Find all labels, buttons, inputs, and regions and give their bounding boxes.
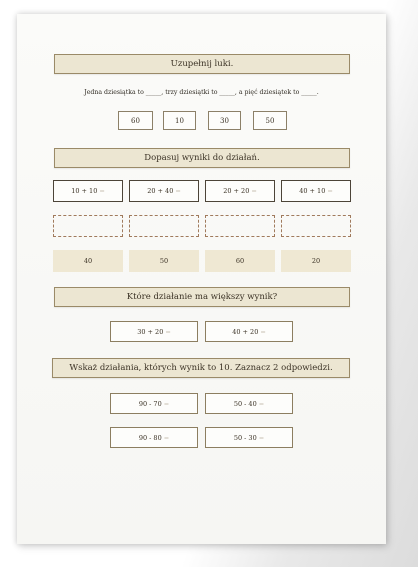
option-tile[interactable]: 50	[253, 111, 287, 130]
choice-button[interactable]: 30 + 20 =	[110, 321, 198, 342]
drop-zone[interactable]	[53, 215, 123, 237]
expression-card[interactable]: 20 + 20 =	[205, 180, 275, 202]
result-tile[interactable]: 60	[205, 250, 275, 272]
expression-card[interactable]: 40 + 10 =	[281, 180, 351, 202]
choice-button[interactable]: 90 - 70 =	[110, 393, 198, 414]
option-tile[interactable]: 10	[163, 111, 196, 130]
drop-zone[interactable]	[205, 215, 275, 237]
section-title-text: Uzupełnij luki.	[170, 59, 234, 69]
choice-button[interactable]: 40 + 20 =	[205, 321, 293, 342]
result-tile[interactable]: 20	[281, 250, 351, 272]
section-title-select-two	[52, 358, 350, 378]
section-title-fill-gaps	[54, 54, 350, 74]
section-title-text: Które działanie ma większy wynik?	[126, 292, 278, 302]
section-title-text: Wskaż działania, których wynik to 10. Zaznacz 2 odpowiedzi.	[69, 363, 333, 373]
expression-card[interactable]: 20 + 40 =	[129, 180, 199, 202]
choice-button[interactable]: 90 - 80 =	[110, 427, 198, 448]
section-title-match	[54, 148, 350, 168]
option-tile[interactable]: 30	[208, 111, 241, 130]
result-tile[interactable]: 40	[53, 250, 123, 272]
choice-button[interactable]: 50 - 40 =	[205, 393, 293, 414]
option-tile[interactable]: 60	[118, 111, 153, 130]
result-tile[interactable]: 50	[129, 250, 199, 272]
fill-gaps-sentence: Jedna dziesiątka to _____, trzy dziesiątki to _____, a pięć dziesiątek to _____.	[84, 89, 319, 96]
drop-zone[interactable]	[281, 215, 351, 237]
expression-card[interactable]: 10 + 10 =	[53, 180, 123, 202]
drop-zone[interactable]	[129, 215, 199, 237]
section-title-compare	[54, 287, 350, 307]
worksheet-page	[17, 14, 386, 544]
section-title-text: Dopasuj wyniki do działań.	[144, 153, 260, 163]
choice-button[interactable]: 50 - 30 =	[205, 427, 293, 448]
